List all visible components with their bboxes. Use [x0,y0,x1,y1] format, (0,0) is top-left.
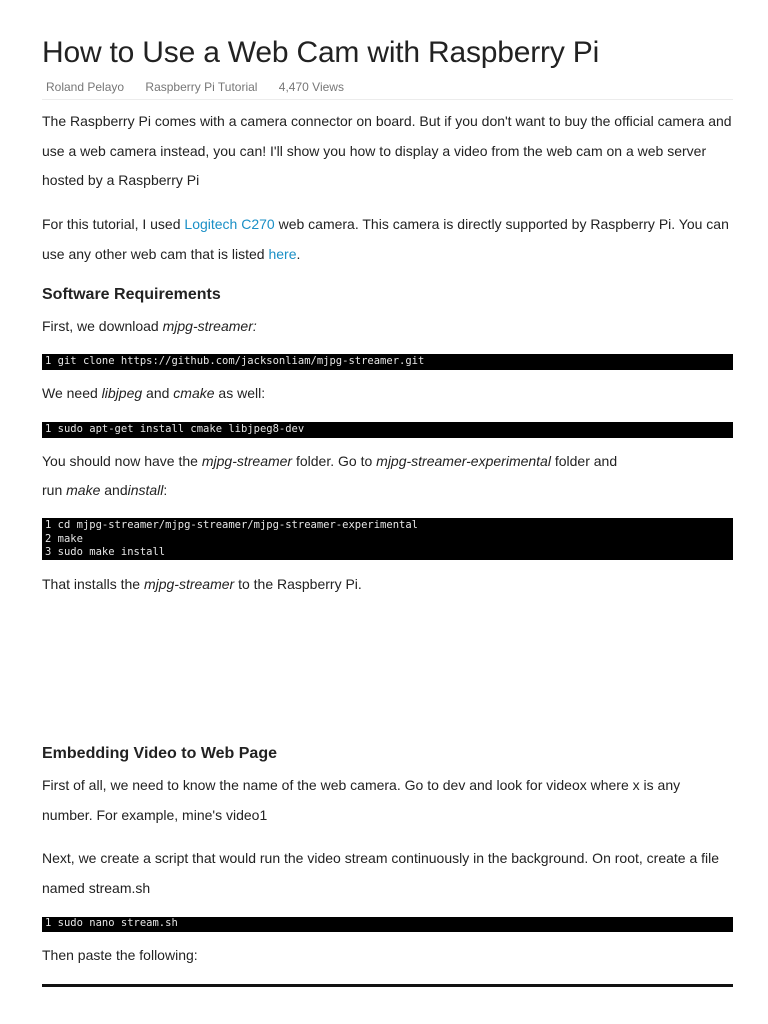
code-line [45,519,730,533]
logitech-c270-link[interactable]: Logitech C270 [184,216,275,232]
code-line [45,533,730,547]
script-paragraph: Next, we create a script that would run the video stream continuously in the background. On root, create a file named stream.sh [42,850,720,896]
code-text: make [57,532,83,545]
divider [42,99,733,100]
code-line [45,917,730,931]
text: We need [42,385,102,401]
note-text: web camera. This camera is directly supported by Raspberry Pi. You can use any other web cam that is listed [42,216,729,262]
line-number: 2 [45,532,52,545]
emphasis: mjpg-streamer [143,576,235,592]
text: as well: [214,385,266,401]
here-link[interactable]: here [268,245,297,262]
need-paragraph [42,379,733,407]
code-line [45,423,730,437]
paste-paragraph: Then paste the following: [42,947,198,963]
line-number: 1 [45,519,52,531]
dev-paragraph: First of all, we need to know the name of the web camera. Go to dev and look for videox where x is any number. For example, mine's video1 [42,777,681,823]
view-count: 4,470 Views [278,80,344,94]
text: and [142,385,174,401]
code-block[interactable] [42,422,733,438]
emphasis: mjpg-streamer: [162,318,257,334]
article-meta [46,80,362,94]
text: run [42,482,67,498]
code-text: sudo make install [57,546,166,558]
text: : [163,482,168,498]
intro-paragraph: The Raspberry Pi comes with a camera connector on board. But if you don't want to buy the official camera and use a web camera instead, you can! I'll show you how to display a video from the web cam on a web server hosted by a Raspberry Pi [42,113,732,188]
line-number: 1 [45,355,52,367]
line-number: 1 [45,917,52,929]
tutorial-note-paragraph [42,210,733,269]
code-text: cd mjpg-streamer/mjpg-streamer/mjpg-streamer-experimental [57,519,418,531]
folder-paragraph [42,447,733,505]
note-text: . [296,245,301,262]
installs-paragraph [42,570,733,598]
code-line [45,546,730,560]
emphasis: cmake [173,385,215,401]
code-block[interactable] [42,354,733,370]
download-paragraph [42,312,733,340]
emphasis: install [127,482,164,498]
bottom-divider [42,984,733,987]
line-number: 3 [45,546,52,558]
code-line [45,355,730,369]
code-text: sudo nano stream.sh [57,917,178,929]
code-block[interactable] [42,518,733,560]
code-text: sudo apt-get install cmake libjpeg8-dev [57,423,305,435]
text: and [100,482,128,498]
text: First, we download [42,318,163,334]
text: You should now have the [42,453,202,469]
page-title: How to Use a Web Cam with Raspberry Pi [42,36,600,69]
emphasis: libjpeg [101,385,143,401]
software-requirements-heading: Software Requirements [42,286,221,303]
embedding-heading: Embedding Video to Web Page [42,745,277,762]
emphasis: mjpg-streamer [201,453,293,469]
text: to the Raspberry Pi. [234,576,362,592]
text: folder and [550,453,618,469]
note-text: For this tutorial, I used [42,216,185,232]
code-text: git clone https://github.com/jacksonliam/mjpg-streamer.git [57,355,425,367]
line-number: 1 [45,423,52,435]
author-link[interactable]: Roland Pelayo [46,80,125,94]
category-link[interactable]: Raspberry Pi Tutorial [145,80,258,94]
text: folder. Go to [292,453,377,469]
emphasis: make [66,482,101,498]
emphasis: mjpg-streamer-experimental [376,453,551,469]
code-block[interactable] [42,917,733,932]
text: That installs the [42,576,144,592]
